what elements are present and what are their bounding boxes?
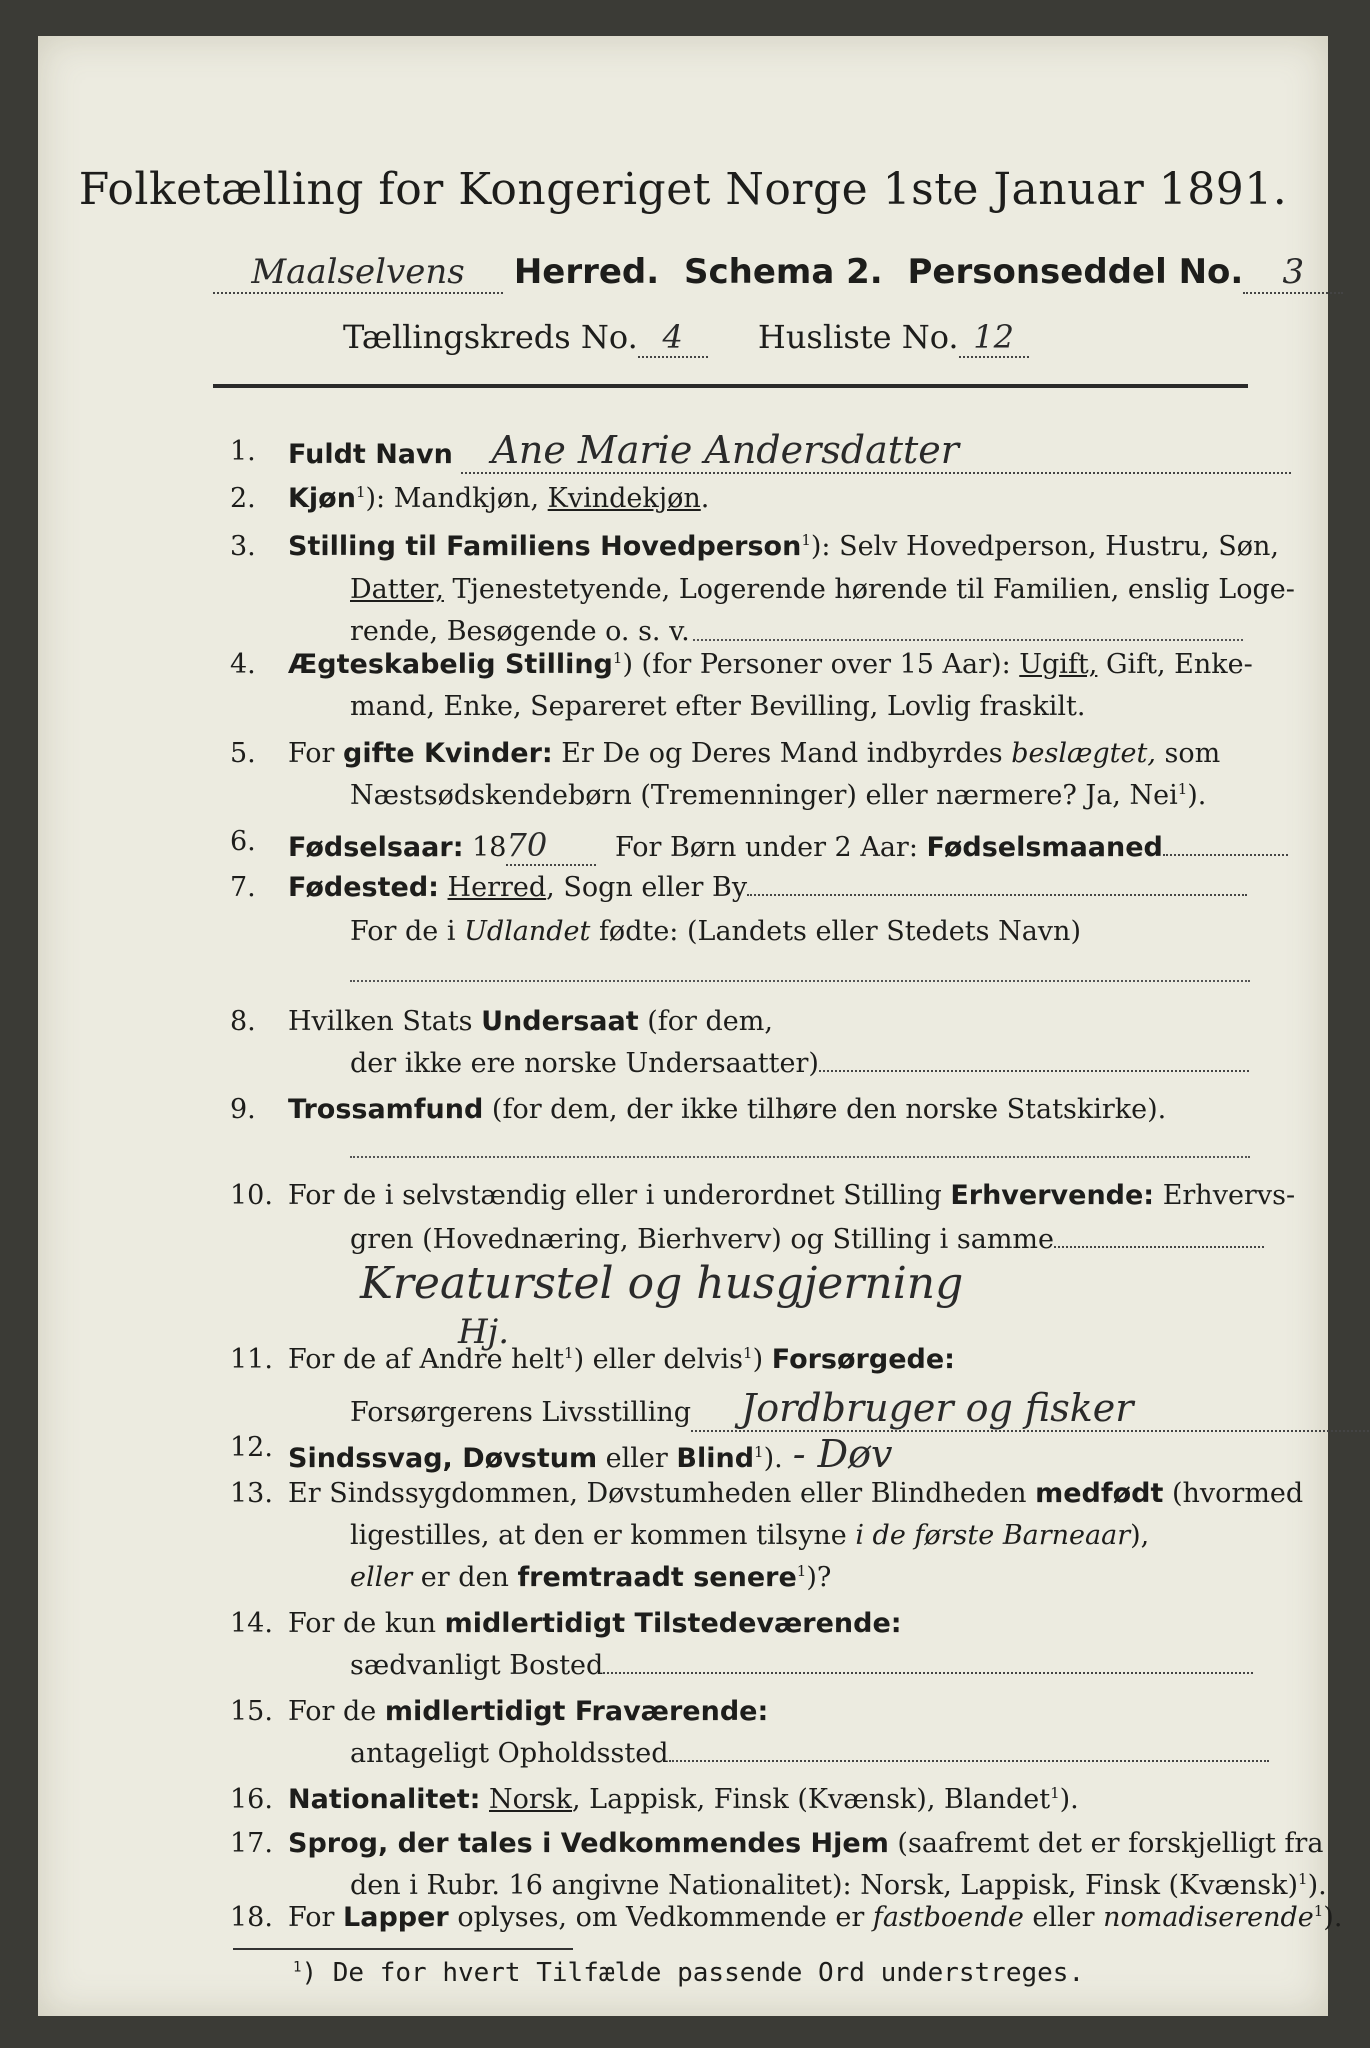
text-italic: nomadiserende xyxy=(1103,1902,1314,1933)
kjon-label: Kjøn xyxy=(288,483,356,514)
item-11-line-2 xyxy=(350,1386,1370,1432)
text: Erhvervs- xyxy=(1154,1180,1296,1211)
erhverv-value-note: Hj. xyxy=(458,1312,509,1352)
stilling-options-2: Tjenestetyende, Logerende hørende til Familien, enslig Loge- xyxy=(443,574,1295,605)
tilstede-label: midlertidigt Tilstedeværende: xyxy=(444,1608,902,1639)
nationalitet-selected: Norsk xyxy=(489,1784,573,1815)
husliste-value: 12 xyxy=(959,318,1029,358)
item-17-line-2 xyxy=(350,1870,1327,1901)
gifte-label: gifte Kvinder: xyxy=(343,738,553,769)
item-8-undersaat xyxy=(288,1006,773,1037)
footnote xyxy=(293,1958,1084,1988)
text: For de xyxy=(288,1696,385,1727)
herred-value: Maalselvens xyxy=(213,252,503,294)
text: ligestilles, at den er kommen tilsyne xyxy=(350,1520,856,1551)
item-number: 2. xyxy=(230,483,256,514)
blind-label: Blind xyxy=(676,1443,755,1474)
text: ). xyxy=(1307,1870,1327,1901)
item-number: 4. xyxy=(230,649,256,680)
personseddel-value: 3 xyxy=(1243,252,1343,294)
herred-label: Herred. xyxy=(513,252,660,292)
fodested-selected: Herred xyxy=(447,872,547,903)
lapper-label: Lapper xyxy=(343,1902,449,1933)
text: For de i xyxy=(350,916,465,947)
fodselsaar-label: Fødselsaar: xyxy=(288,832,464,863)
footnote-mark: 1 xyxy=(743,1344,753,1362)
item-13-line-2 xyxy=(350,1520,1149,1551)
text: antageligt Opholdssted xyxy=(350,1738,669,1769)
text: den i Rubr. 16 angivne Nationalitet): Norsk, Lappisk, Finsk (Kvænsk) xyxy=(350,1870,1299,1901)
text: Forsørgerens Livsstilling xyxy=(350,1397,692,1428)
item-number: 17. xyxy=(230,1828,273,1859)
footnote-rule xyxy=(233,1948,573,1950)
text: (for dem, xyxy=(638,1006,773,1037)
fill-line xyxy=(819,1070,1249,1072)
item-15-line-2 xyxy=(350,1738,1269,1769)
text: For de af Andre helt xyxy=(288,1344,565,1375)
text: ). xyxy=(1059,1784,1079,1815)
fodselsmaaned-label: Fødselsmaaned xyxy=(926,832,1163,863)
fill-line xyxy=(350,980,1250,982)
form-title: Folketælling for Kongeriget Norge 1ste Januar 1891. xyxy=(78,164,1288,215)
fill-line xyxy=(350,1156,1250,1158)
fill-line xyxy=(603,1672,1253,1674)
text: ). xyxy=(763,1443,783,1474)
text: sædvanligt Bosted xyxy=(350,1650,604,1681)
item-4-line-2: mand, Enke, Separeret efter Bevilling, Lovlig fraskilt. xyxy=(350,691,1086,722)
item-7-fodested xyxy=(288,872,1247,903)
item-number: 6. xyxy=(230,826,256,857)
footnote-mark: 1 xyxy=(612,649,623,667)
footnote-mark: 1 xyxy=(796,1562,807,1580)
schema-label: Schema 2. xyxy=(684,252,883,292)
text: gren (Hovednæring, Bierhverv) og Stilling i samme xyxy=(350,1224,1055,1255)
text: For de i selvstændig eller i underordnet Stilling xyxy=(288,1180,951,1211)
fuldt-navn-label: Fuldt Navn xyxy=(288,439,453,470)
footnote-mark: 1 xyxy=(1313,1902,1324,1920)
footnote-mark: 1 xyxy=(355,483,366,501)
text: For xyxy=(288,738,344,769)
item-3-stilling xyxy=(288,531,1279,562)
item-5-gifte xyxy=(288,738,1220,769)
footnote-mark: 1 xyxy=(754,1443,764,1461)
item-18-lapper xyxy=(288,1902,1342,1933)
forsorger-value: Jordbruger og fisker xyxy=(691,1386,1370,1432)
item-6-fodselsaar xyxy=(288,826,1288,866)
item-12-sindssvag xyxy=(288,1432,892,1476)
text: (saafremt det er forskjelligt fra xyxy=(888,1828,1324,1859)
item-number: 16. xyxy=(230,1784,273,1815)
nationalitet-options: , Lappisk, Finsk (Kvænsk), Blandet xyxy=(572,1784,1051,1815)
text: eller xyxy=(1023,1902,1104,1933)
stilling-options: ): Selv Hovedperson, Hustru, Søn, xyxy=(810,531,1279,562)
item-number: 10. xyxy=(230,1180,273,1211)
kjon-selected: Kvindekjøn xyxy=(547,483,701,514)
text: som xyxy=(1155,738,1221,769)
forsorgede-label: Forsørgede: xyxy=(771,1344,955,1375)
aegteskab-label: Ægteskabelig Stilling xyxy=(288,649,613,680)
census-form-page xyxy=(38,36,1343,2016)
text-italic: eller xyxy=(350,1562,413,1593)
item-17-sprog xyxy=(288,1828,1323,1859)
text-italic: fastboende xyxy=(872,1902,1024,1933)
text: Hvilken Stats xyxy=(288,1006,482,1037)
item-number: 11. xyxy=(230,1344,273,1375)
text: For de kun xyxy=(288,1608,445,1639)
item-4-aegteskab xyxy=(288,649,1253,680)
text: (for dem, der ikke tilhøre den norske Statskirke). xyxy=(483,1094,1167,1125)
footnote-text: ) De for hvert Tilfælde passende Ord understreges. xyxy=(301,1958,1085,1988)
footnote-mark: 1 xyxy=(1050,1784,1060,1802)
text: For Børn under 2 Aar: xyxy=(615,832,927,863)
fill-line xyxy=(693,639,1243,641)
medfodt-label: medfødt xyxy=(1035,1478,1164,1509)
text-italic: i de første Barneaar xyxy=(855,1520,1131,1551)
header-line-herred xyxy=(213,252,1343,294)
sindssvag-label: Sindssvag, Døvstum xyxy=(288,1443,598,1474)
header-rule xyxy=(213,384,1248,388)
text: ), xyxy=(1130,1520,1150,1551)
text: der ikke ere norske Undersaatter) xyxy=(350,1048,819,1079)
item-10-line-2 xyxy=(350,1224,1264,1255)
item-number: 7. xyxy=(230,872,256,903)
footnote-mark: 1 xyxy=(1177,780,1188,798)
text-italic: Udlandet xyxy=(464,916,591,947)
text: ) eller delvis xyxy=(573,1344,744,1375)
item-15-fravaerende xyxy=(288,1696,768,1727)
text: Er Sindssygdommen, Døvstumheden eller Blindheden xyxy=(288,1478,1036,1509)
item-9-trossamfund xyxy=(288,1094,1166,1125)
header-line-kreds xyxy=(343,318,1029,358)
item-3-line-3 xyxy=(350,616,690,647)
fremtraadt-label: fremtraadt senere xyxy=(517,1562,797,1593)
item-number: 14. xyxy=(230,1608,273,1639)
item-number: 1. xyxy=(230,436,256,467)
item-number: 5. xyxy=(230,738,256,769)
fill-line xyxy=(669,1760,1269,1762)
item-10-erhverv xyxy=(288,1180,1295,1211)
footnote-mark: 1 xyxy=(1298,1870,1308,1888)
fill-line xyxy=(747,894,1247,896)
item-number: 12. xyxy=(230,1432,273,1463)
fodested-label: Fødested: xyxy=(288,872,439,903)
item-3-line-2 xyxy=(350,574,1295,605)
fodselsaar-value: 70 xyxy=(506,826,596,866)
husliste-label: Husliste No. xyxy=(757,318,959,356)
kjon-options: ): Mandkjøn, xyxy=(365,483,548,514)
text: er den xyxy=(412,1562,518,1593)
aegteskab-options: Gift, Enke- xyxy=(1097,649,1253,680)
text: )? xyxy=(806,1562,832,1593)
sindssvag-value: - Døv xyxy=(792,1432,893,1476)
footnote-mark: 1 xyxy=(564,1344,574,1362)
stilling-options-3: rende, Besøgende o. s. v. xyxy=(350,616,690,647)
stilling-label: Stilling til Familiens Hovedperson xyxy=(288,531,802,562)
taellingskreds-label: Tællingskreds No. xyxy=(343,318,638,356)
item-13-line-3 xyxy=(350,1562,831,1593)
erhverv-value: Kreaturstel og husgjerning xyxy=(360,1258,964,1309)
fodselsaar-prefix: 18 xyxy=(463,832,507,863)
undersaat-label: Undersaat xyxy=(481,1006,639,1037)
trossamfund-label: Trossamfund xyxy=(288,1094,484,1125)
item-13-medfodt xyxy=(288,1478,1303,1509)
text: eller xyxy=(597,1443,677,1474)
text: ). xyxy=(1323,1902,1343,1933)
text: Er De og Deres Mand indbyrdes xyxy=(552,738,1012,769)
text: For xyxy=(288,1902,344,1933)
item-2-kjon xyxy=(288,483,709,514)
item-number: 13. xyxy=(230,1478,273,1509)
item-1-fuldt-navn xyxy=(288,428,1291,474)
text: fødte: (Landets eller Stedets Navn) xyxy=(590,916,1081,947)
text: oplyses, om Vedkommende er xyxy=(448,1902,873,1933)
aegteskab-selected: Ugift, xyxy=(1019,649,1098,680)
fravaerende-label: midlertidigt Fraværende: xyxy=(384,1696,769,1727)
item-number: 9. xyxy=(230,1094,256,1125)
sprog-label: Sprog, der tales i Vedkommendes Hjem xyxy=(288,1828,889,1859)
text: (hvormed xyxy=(1163,1478,1304,1509)
text: , Sogn eller By xyxy=(546,872,748,903)
item-16-nationalitet xyxy=(288,1784,1079,1815)
item-14-tilstede xyxy=(288,1608,902,1639)
item-11-forsorgede: For de af Andre helt$^1$) eller delvis$^1$) Forsørgede: xyxy=(288,1344,955,1375)
item-number: 8. xyxy=(230,1006,256,1037)
item-7-line-2 xyxy=(350,916,1081,947)
stilling-selected: Datter, xyxy=(350,574,444,605)
text: Næstsødskendebørn (Tremenninger) eller nærmere? Ja, Nei xyxy=(350,780,1178,811)
item-number: 3. xyxy=(230,531,256,562)
text-italic: beslægtet, xyxy=(1011,738,1156,769)
item-number: 15. xyxy=(230,1696,273,1727)
item-8-line-2 xyxy=(350,1048,1249,1079)
nationalitet-label: Nationalitet: xyxy=(288,1784,481,1815)
taellingskreds-value: 4 xyxy=(638,318,708,358)
fill-line xyxy=(1054,1246,1264,1248)
item-14-line-2 xyxy=(350,1650,1253,1681)
personseddel-label: Personseddel No. xyxy=(907,252,1244,292)
fuldt-navn-value: Ane Marie Andersdatter xyxy=(461,428,1291,474)
item-number: 18. xyxy=(230,1902,273,1933)
erhverv-label: Erhvervende: xyxy=(950,1180,1155,1211)
item-5-line-2: Næstsødskendebørn (Tremenninger) eller nærmere? Ja, Nei$^1$). xyxy=(350,780,1207,811)
fill-line xyxy=(1163,854,1288,856)
footnote-mark: 1 xyxy=(801,531,811,549)
punctuation: . xyxy=(700,483,710,514)
footnote-mark: 1 xyxy=(293,1959,302,1976)
aegteskab-condition: ) (for Personer over 15 Aar): xyxy=(622,649,1020,680)
